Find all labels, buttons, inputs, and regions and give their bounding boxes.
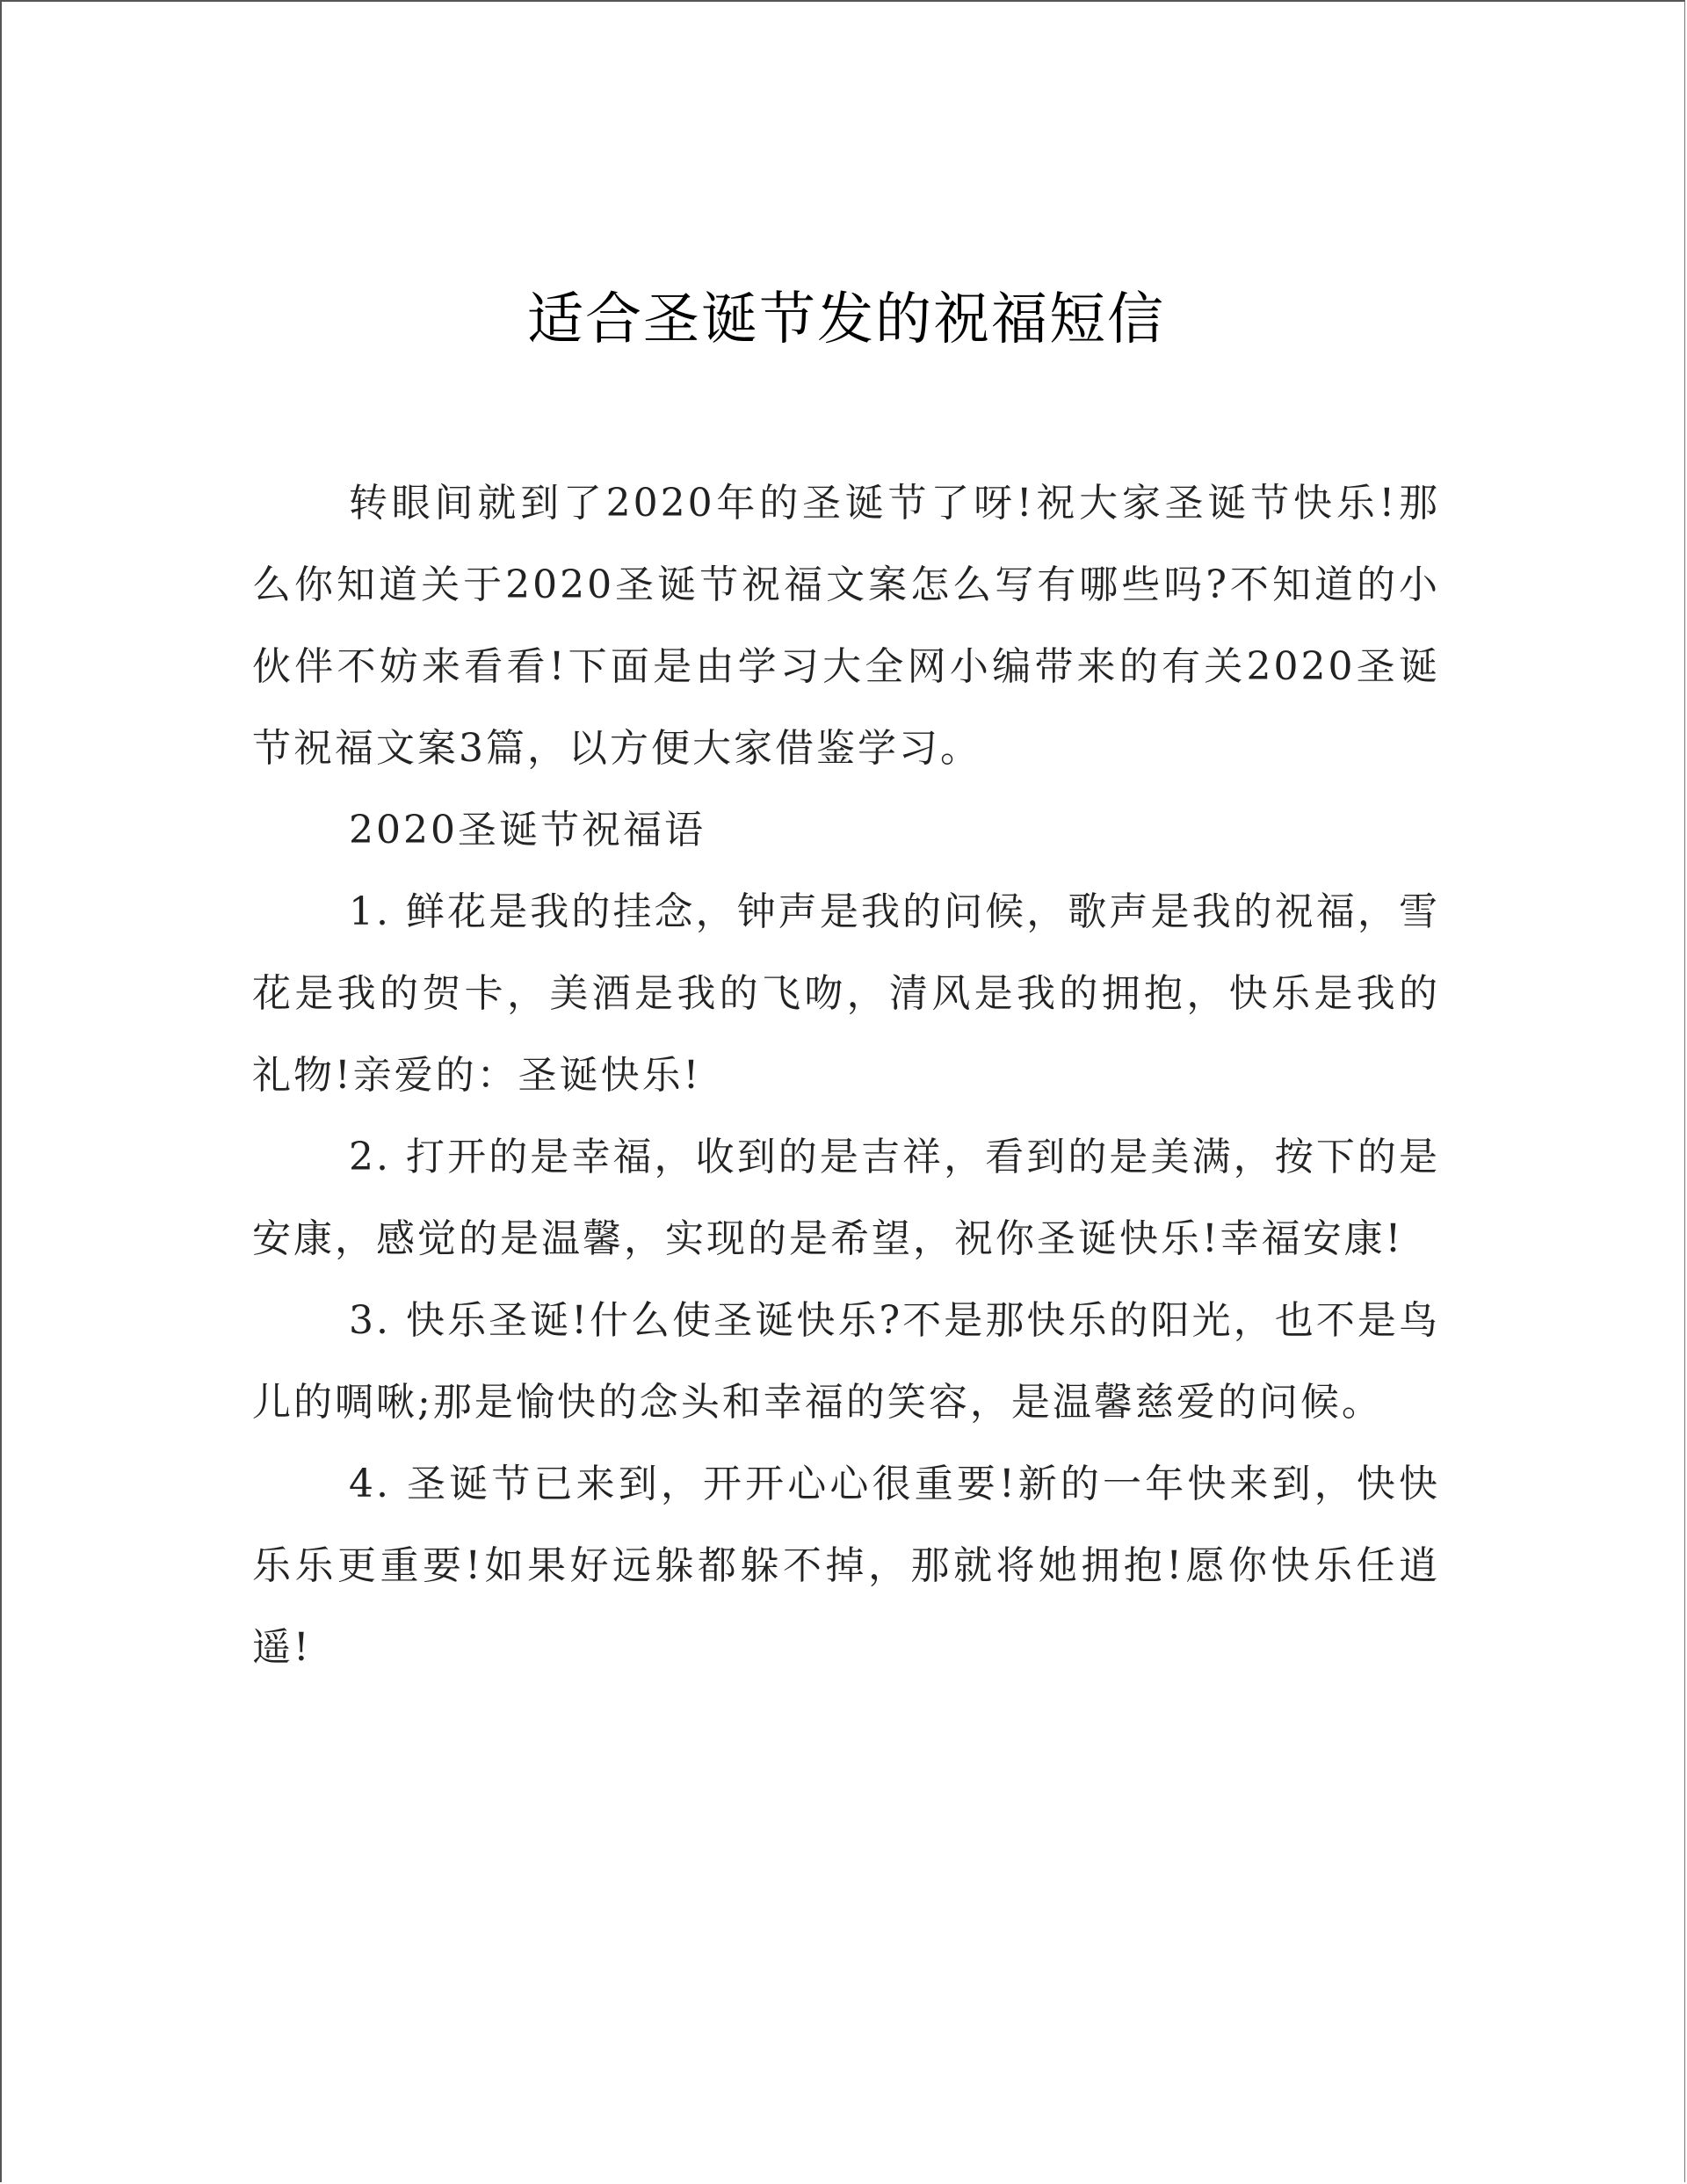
document-content [252, 285, 1440, 1688]
greeting-item-1: 1. 鲜花是我的挂念，钟声是我的问候，歌声是我的祝福，雪花是我的贺卡，美酒是我的飞吻，清风是我的拥抱，快乐是我的礼物!亲爱的：圣诞快乐! [252, 889, 1440, 1098]
document-body [252, 462, 1440, 1688]
greeting-item-2: 2. 打开的是幸福，收到的是吉祥，看到的是美满，按下的是安康，感觉的是温馨，实现的是希望，祝你圣诞快乐!幸福安康! [252, 1135, 1440, 1261]
greeting-item-3: 3. 快乐圣诞!什么使圣诞快乐?不是那快乐的阳光，也不是鸟儿的啁啾;那是愉快的念头和幸福的笑容，是温馨慈爱的问候。 [252, 1298, 1440, 1425]
section-heading: 2020圣诞节祝福语 [349, 808, 706, 853]
intro-paragraph: 转眼间就到了2020年的圣诞节了呀!祝大家圣诞节快乐!那么你知道关于2020圣诞节祝福文案怎么写有哪些吗?不知道的小伙伴不妨来看看!下面是由学习大全网小编带来的有关2020圣诞节祝福文案3篇，以方便大家借鉴学习。 [252, 481, 1440, 771]
document-title: 适合圣诞节发的祝福短信 [527, 287, 1165, 352]
greeting-item-4: 4. 圣诞节已来到，开开心心很重要!新的一年快来到，快快乐乐更重要!如果好远躲都躲不掉，那就将她拥抱!愿你快乐任逍遥! [252, 1462, 1440, 1670]
